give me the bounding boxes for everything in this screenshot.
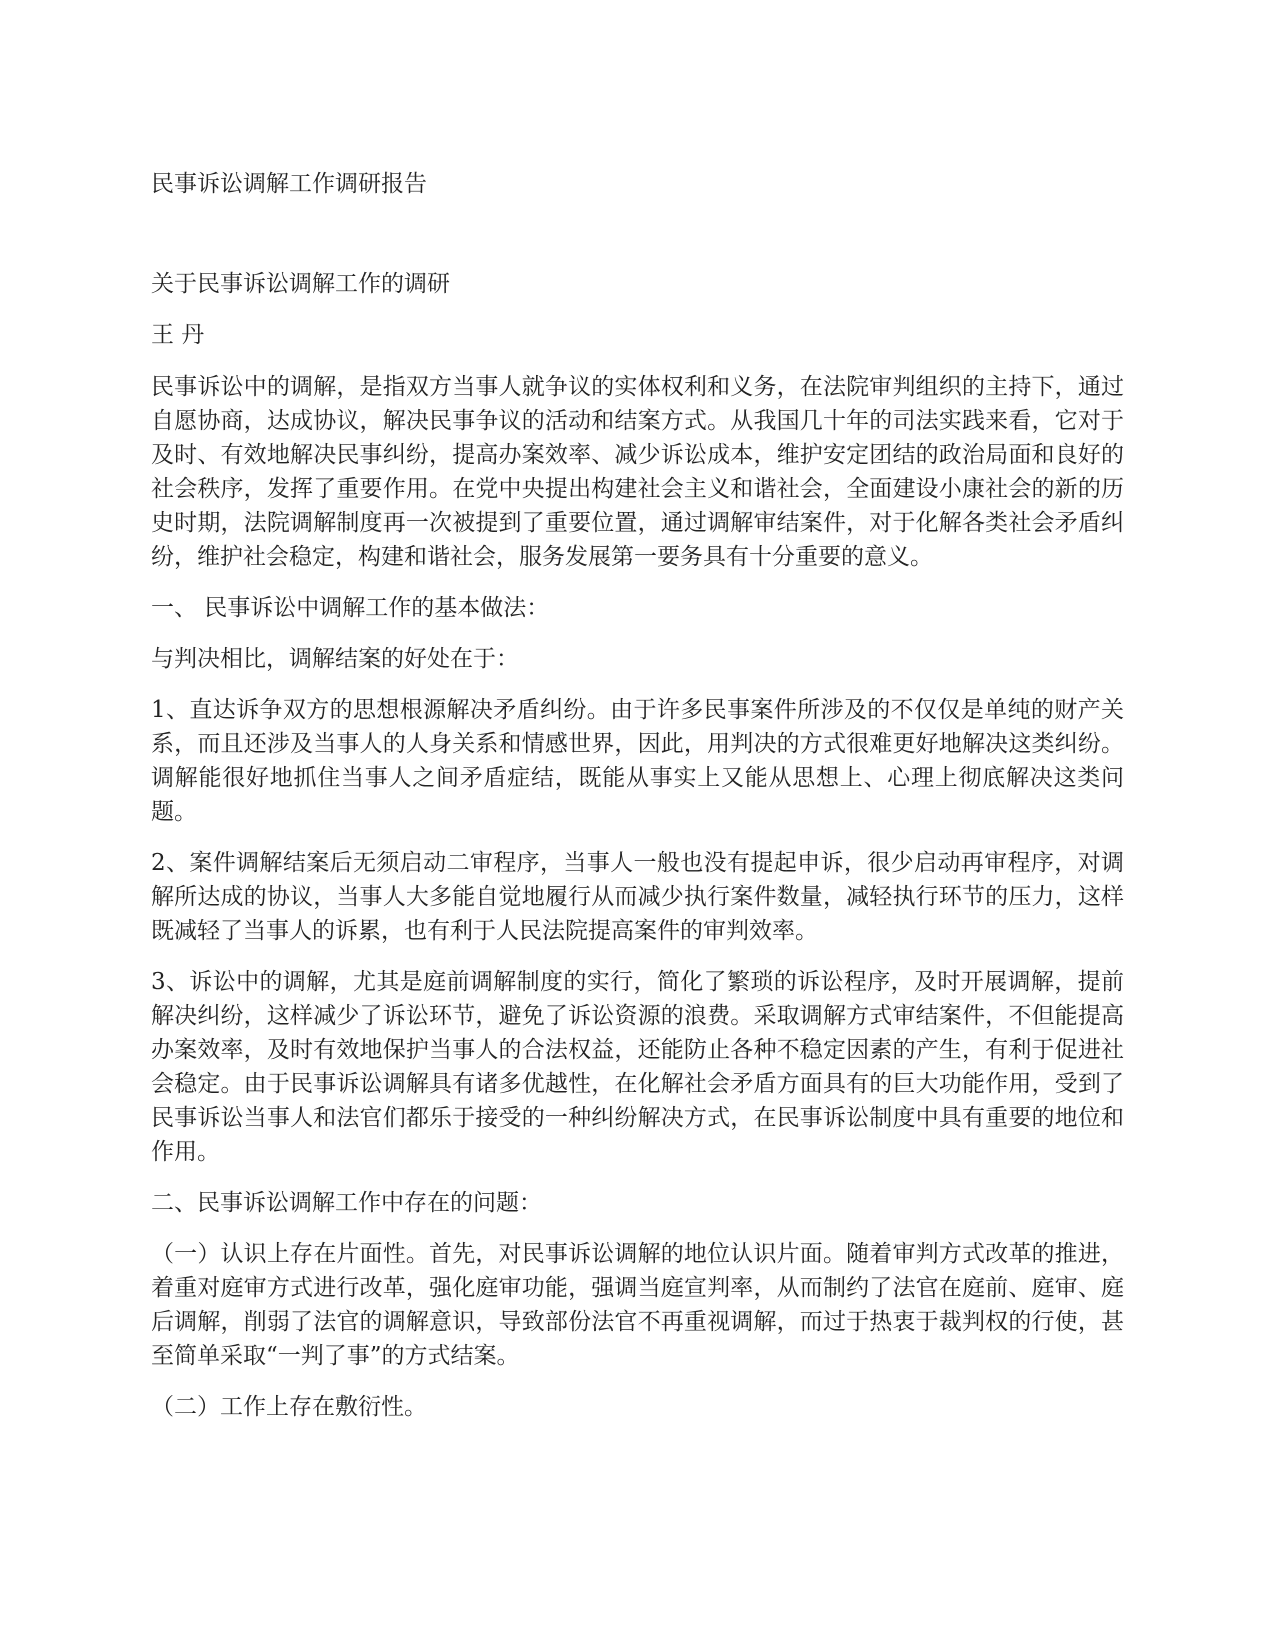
paragraph-advantages-lead: 与判决相比，调解结案的好处在于： (151, 646, 519, 672)
document-body (151, 267, 1124, 1441)
section-heading-1: 一、 民事诉讼中调解工作的基本做法： (151, 595, 550, 621)
document-subtitle: 关于民事诉讼调解工作的调研 (151, 271, 450, 297)
paragraph-point-2: 2、案件调解结案后无须启动二审程序，当事人一般也没有提起申诉，很少启动再审程序，对调解所达成的协议，当事人大多能自觉地履行从而减少执行案件数量，减轻执行环节的压力，这样既减轻了当事人的诉累，也有利于人民法院提高案件的审判效率。 (151, 850, 1124, 944)
paragraph-issue-1: （一）认识上存在片面性。首先，对民事诉讼调解的地位认识片面。随着审判方式改革的推进，着重对庭审方式进行改革，强化庭审功能，强调当庭宣判率，从而制约了法官在庭前、庭审、庭后调解，削弱了法官的调解意识，导致部份法官不再重视调解，而过于热衷于裁判权的行使，甚至简单采取“一判了事”的方式结案。 (151, 1241, 1124, 1369)
paragraph-issue-2: （二）工作上存在敷衍性。 (151, 1394, 427, 1420)
paragraph-intro: 民事诉讼中的调解，是指双方当事人就争议的实体权利和义务，在法院审判组织的主持下，通过自愿协商，达成协议，解决民事争议的活动和结案方式。从我国几十年的司法实践来看，它对于及时、有效地解决民事纠纷，提高办案效率、减少诉讼成本，维护安定团结的政治局面和良好的社会秩序，发挥了重要作用。在党中央提出构建社会主义和谐社会，全面建设小康社会的新的历史时期，法院调解制度再一次被提到了重要位置，通过调解审结案件，对于化解各类社会矛盾纠纷，维护社会稳定，构建和谐社会，服务发展第一要务具有十分重要的意义。 (151, 374, 1124, 570)
document-title: 民事诉讼调解工作调研报告 (151, 171, 427, 197)
document-author: 王 丹 (151, 322, 205, 348)
section-heading-2: 二、民事诉讼调解工作中存在的问题： (151, 1190, 542, 1216)
paragraph-point-1: 1、直达诉争双方的思想根源解决矛盾纠纷。由于许多民事案件所涉及的不仅仅是单纯的财产关系，而且还涉及当事人的人身关系和情感世界，因此，用判决的方式很难更好地解决这类纠纷。调解能很好地抓住当事人之间矛盾症结，既能从事实上又能从思想上、心理上彻底解决这类问题。 (151, 697, 1124, 825)
paragraph-point-3: 3、诉讼中的调解，尤其是庭前调解制度的实行，简化了繁琐的诉讼程序，及时开展调解，提前解决纠纷，这样减少了诉讼环节，避免了诉讼资源的浪费。采取调解方式审结案件，不但能提高办案效率，及时有效地保护当事人的合法权益，还能防止各种不稳定因素的产生，有利于促进社会稳定。由于民事诉讼调解具有诸多优越性，在化解社会矛盾方面具有的巨大功能作用，受到了民事诉讼当事人和法官们都乐于接受的一种纠纷解决方式，在民事诉讼制度中具有重要的地位和作用。 (151, 969, 1124, 1165)
